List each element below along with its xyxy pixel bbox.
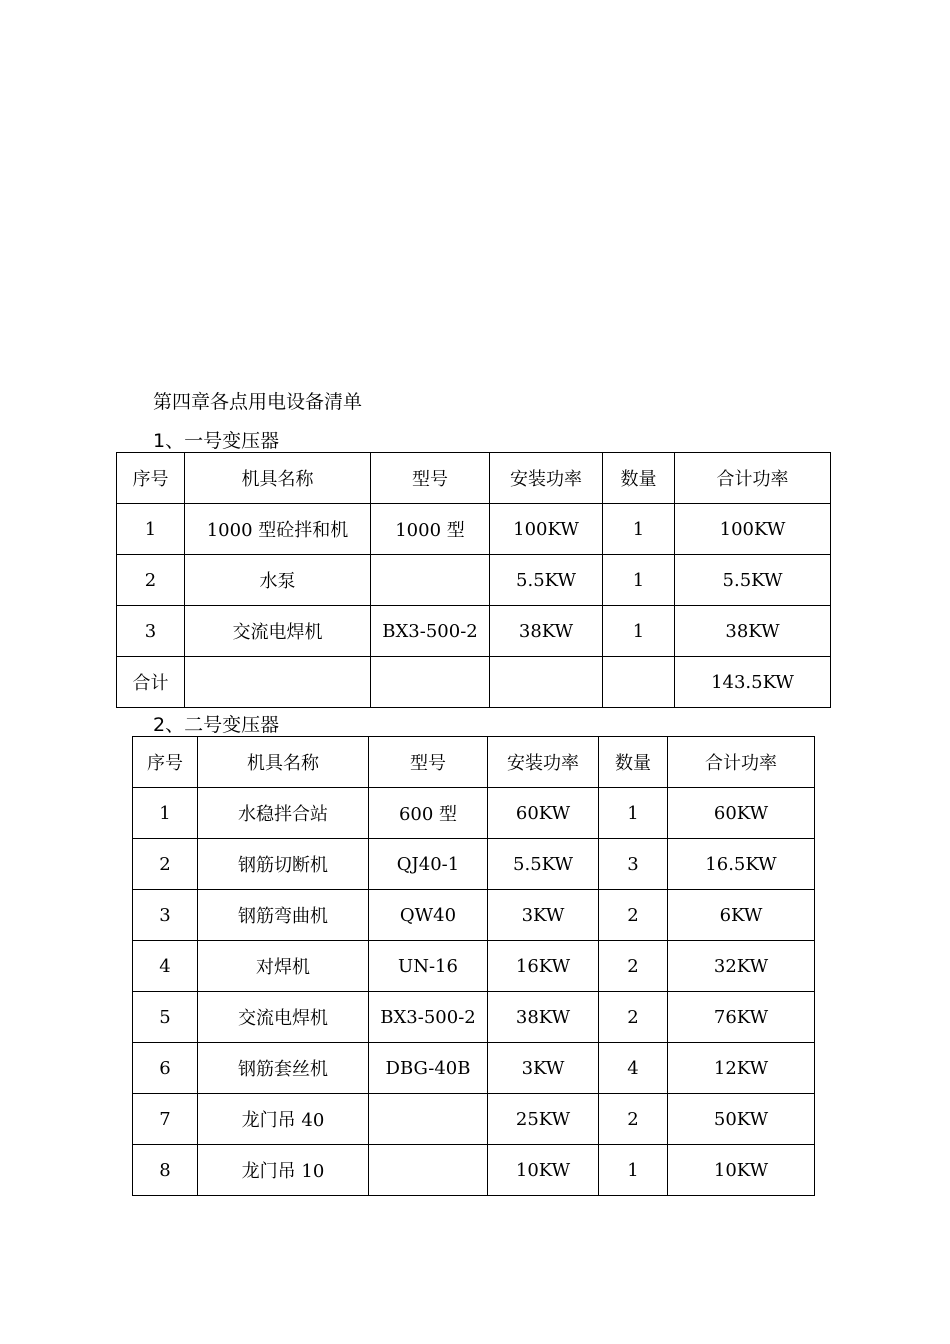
- cell-installed-power: 25KW: [488, 1094, 599, 1145]
- cell-name: 交流电焊机: [198, 992, 369, 1043]
- table-row: [133, 941, 815, 992]
- cell-seq: 2: [117, 555, 185, 606]
- cell-installed-power: 5.5KW: [488, 839, 599, 890]
- cell-model: [369, 1145, 488, 1196]
- cell-installed-power: 10KW: [488, 1145, 599, 1196]
- section1-title: 1、一号变压器: [153, 430, 280, 452]
- cell-model: BX3-500-2: [369, 992, 488, 1043]
- cell-model: 1000 型: [371, 504, 490, 555]
- cell-quantity: 1: [599, 788, 668, 839]
- cell-quantity: 2: [599, 890, 668, 941]
- cell-quantity: [603, 657, 675, 708]
- cell-model: BX3-500-2: [371, 606, 490, 657]
- cell-name: 对焊机: [198, 941, 369, 992]
- table-row: [133, 788, 815, 839]
- table-header-row: [117, 453, 831, 504]
- cell-model: QJ40-1: [369, 839, 488, 890]
- cell-quantity: 1: [603, 555, 675, 606]
- cell-quantity: 3: [599, 839, 668, 890]
- cell-name: 龙门吊 40: [198, 1094, 369, 1145]
- header-model: 型号: [371, 453, 490, 504]
- cell-quantity: 2: [599, 992, 668, 1043]
- cell-model: QW40: [369, 890, 488, 941]
- header-seq: 序号: [133, 737, 198, 788]
- cell-installed-power: 38KW: [490, 606, 603, 657]
- cell-seq: 1: [133, 788, 198, 839]
- cell-name: 钢筋套丝机: [198, 1043, 369, 1094]
- cell-installed-power: [490, 657, 603, 708]
- cell-model: [371, 555, 490, 606]
- cell-total-power: 10KW: [668, 1145, 815, 1196]
- cell-total-power: 16.5KW: [668, 839, 815, 890]
- cell-seq: 5: [133, 992, 198, 1043]
- cell-name: 1000 型砼拌和机: [185, 504, 371, 555]
- cell-seq: 8: [133, 1145, 198, 1196]
- cell-total-power: 143.5KW: [675, 657, 831, 708]
- cell-installed-power: 38KW: [488, 992, 599, 1043]
- cell-quantity: 1: [599, 1145, 668, 1196]
- header-name: 机具名称: [198, 737, 369, 788]
- cell-model: DBG-40B: [369, 1043, 488, 1094]
- header-installed-power: 安装功率: [488, 737, 599, 788]
- cell-name: 钢筋切断机: [198, 839, 369, 890]
- header-quantity: 数量: [603, 453, 675, 504]
- cell-seq: 7: [133, 1094, 198, 1145]
- cell-installed-power: 3KW: [488, 890, 599, 941]
- cell-seq: 3: [117, 606, 185, 657]
- table-row: [133, 1145, 815, 1196]
- cell-quantity: 2: [599, 941, 668, 992]
- cell-total-power: 6KW: [668, 890, 815, 941]
- cell-total-power: 100KW: [675, 504, 831, 555]
- transformer2-equipment-table: [132, 736, 815, 1196]
- section2-title: 2、二号变压器: [153, 714, 280, 736]
- table-header-row: [133, 737, 815, 788]
- table-row: [133, 890, 815, 941]
- cell-seq: 4: [133, 941, 198, 992]
- cell-name: 水稳拌合站: [198, 788, 369, 839]
- chapter-title: 第四章各点用电设备清单: [153, 391, 363, 413]
- cell-total-power: 60KW: [668, 788, 815, 839]
- cell-total-power: 50KW: [668, 1094, 815, 1145]
- table-row: [133, 1094, 815, 1145]
- table-row: [117, 657, 831, 708]
- table-row: [133, 839, 815, 890]
- transformer1-equipment-table: [116, 452, 831, 708]
- header-total-power: 合计功率: [668, 737, 815, 788]
- cell-installed-power: 5.5KW: [490, 555, 603, 606]
- cell-model: [371, 657, 490, 708]
- table-row: [133, 1043, 815, 1094]
- cell-installed-power: 16KW: [488, 941, 599, 992]
- cell-name: 龙门吊 10: [198, 1145, 369, 1196]
- header-seq: 序号: [117, 453, 185, 504]
- cell-installed-power: 100KW: [490, 504, 603, 555]
- cell-total-power: 38KW: [675, 606, 831, 657]
- header-total-power: 合计功率: [675, 453, 831, 504]
- cell-total-power: 76KW: [668, 992, 815, 1043]
- header-quantity: 数量: [599, 737, 668, 788]
- cell-model: [369, 1094, 488, 1145]
- cell-installed-power: 60KW: [488, 788, 599, 839]
- cell-quantity: 2: [599, 1094, 668, 1145]
- cell-total-power: 32KW: [668, 941, 815, 992]
- table-row: [117, 606, 831, 657]
- cell-name: 水泵: [185, 555, 371, 606]
- cell-seq: 1: [117, 504, 185, 555]
- cell-model: UN-16: [369, 941, 488, 992]
- table-row: [133, 992, 815, 1043]
- cell-seq: 6: [133, 1043, 198, 1094]
- cell-installed-power: 3KW: [488, 1043, 599, 1094]
- cell-quantity: 1: [603, 606, 675, 657]
- cell-total-power: 12KW: [668, 1043, 815, 1094]
- cell-name: 交流电焊机: [185, 606, 371, 657]
- cell-seq: 合计: [117, 657, 185, 708]
- cell-quantity: 4: [599, 1043, 668, 1094]
- table-row: [117, 555, 831, 606]
- cell-seq: 3: [133, 890, 198, 941]
- cell-quantity: 1: [603, 504, 675, 555]
- header-model: 型号: [369, 737, 488, 788]
- cell-name: 钢筋弯曲机: [198, 890, 369, 941]
- header-name: 机具名称: [185, 453, 371, 504]
- cell-model: 600 型: [369, 788, 488, 839]
- cell-name: [185, 657, 371, 708]
- table-row: [117, 504, 831, 555]
- header-installed-power: 安装功率: [490, 453, 603, 504]
- cell-total-power: 5.5KW: [675, 555, 831, 606]
- cell-seq: 2: [133, 839, 198, 890]
